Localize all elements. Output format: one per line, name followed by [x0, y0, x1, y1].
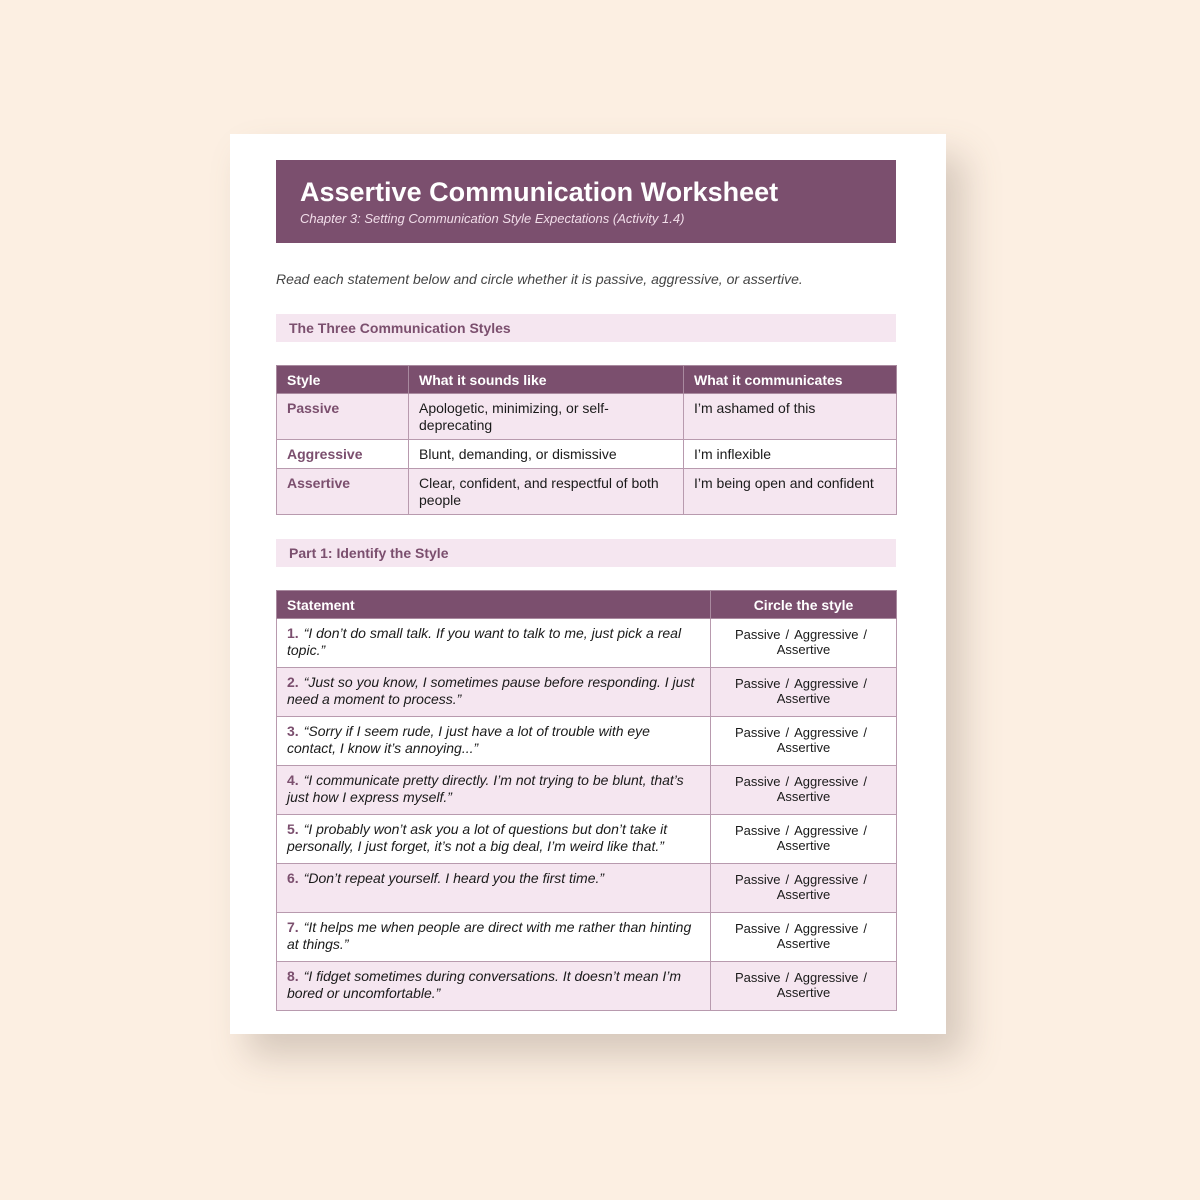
- statement-text: “I probably won’t ask you a lot of questions but don’t take it personally, I just forget, it’s not a big deal, I’m weird like that.”: [287, 821, 668, 854]
- choice-aggressive[interactable]: Aggressive: [794, 627, 859, 642]
- choice-passive[interactable]: Passive: [734, 774, 781, 789]
- style-name-cell: Aggressive: [277, 440, 409, 469]
- choice-separator: /: [785, 725, 790, 740]
- sounds-like-cell: Blunt, demanding, or dismissive: [409, 440, 684, 469]
- style-choice-cell: [711, 619, 897, 668]
- statements-table-header: [277, 591, 897, 619]
- statement-row: [277, 815, 897, 864]
- statement-text: “I communicate pretty directly. I’m not trying to be blunt, that’s just how I express myself.”: [287, 772, 684, 805]
- style-choice-cell: [711, 913, 897, 962]
- communicates-cell: I’m being open and confident: [684, 469, 897, 515]
- worksheet-subtitle: Chapter 3: Setting Communication Style Expectations (Activity 1.4): [300, 211, 685, 226]
- choice-separator: /: [785, 970, 790, 985]
- column-header-circle-style: Circle the style: [711, 591, 897, 619]
- instructions-text: Read each statement below and circle whether it is passive, aggressive, or assertive.: [276, 271, 803, 287]
- statement-text: “Sorry if I seem rude, I just have a lot of trouble with eye contact, I know it’s annoying...”: [287, 723, 650, 756]
- column-header-statement: Statement: [277, 591, 711, 619]
- communicates-cell: I’m ashamed of this: [684, 394, 897, 440]
- choice-aggressive[interactable]: Aggressive: [794, 921, 859, 936]
- statement-number: 5.: [287, 821, 299, 837]
- statement-number: 4.: [287, 772, 299, 788]
- choice-passive[interactable]: Passive: [734, 823, 781, 838]
- choice-separator: /: [785, 627, 790, 642]
- choice-separator: /: [863, 774, 868, 789]
- choice-aggressive[interactable]: Aggressive: [794, 872, 859, 887]
- choice-aggressive[interactable]: Aggressive: [794, 970, 859, 985]
- sounds-like-cell: Apologetic, minimizing, or self-deprecating: [409, 394, 684, 440]
- choice-assertive[interactable]: Assertive: [776, 691, 831, 706]
- statement-cell: [277, 864, 711, 913]
- statement-text: “I fidget sometimes during conversations. It doesn’t mean I’m bored or uncomfortable.”: [287, 968, 682, 1001]
- statement-number: 7.: [287, 919, 299, 935]
- statement-cell: [277, 815, 711, 864]
- statement-cell: [277, 913, 711, 962]
- statement-number: 6.: [287, 870, 299, 886]
- communicates-cell: I’m inflexible: [684, 440, 897, 469]
- choice-separator: /: [863, 921, 868, 936]
- statement-number: 8.: [287, 968, 299, 984]
- style-choice-cell: [711, 864, 897, 913]
- worksheet-page: [230, 134, 946, 1034]
- choice-separator: /: [863, 823, 868, 838]
- statement-text: “Don’t repeat yourself. I heard you the first time.”: [303, 870, 605, 886]
- statement-cell: [277, 717, 711, 766]
- choice-aggressive[interactable]: Aggressive: [794, 725, 859, 740]
- table-row: [277, 469, 897, 515]
- column-header-communicates: What it communicates: [684, 366, 897, 394]
- column-header-sounds-like: What it sounds like: [409, 366, 684, 394]
- choice-assertive[interactable]: Assertive: [776, 985, 831, 1000]
- choice-separator: /: [863, 872, 868, 887]
- choice-passive[interactable]: Passive: [734, 970, 781, 985]
- statement-row: [277, 913, 897, 962]
- choice-assertive[interactable]: Assertive: [776, 789, 831, 804]
- statement-row: [277, 864, 897, 913]
- statement-row: [277, 962, 897, 1011]
- worksheet-title: Assertive Communication Worksheet: [300, 177, 779, 207]
- style-name-cell: Assertive: [277, 469, 409, 515]
- choice-separator: /: [863, 627, 868, 642]
- statement-row: [277, 717, 897, 766]
- choice-aggressive[interactable]: Aggressive: [794, 676, 859, 691]
- style-choice-cell: [711, 815, 897, 864]
- choice-passive[interactable]: Passive: [734, 872, 781, 887]
- choice-separator: /: [785, 676, 790, 691]
- choice-passive[interactable]: Passive: [734, 725, 781, 740]
- choice-separator: /: [863, 676, 868, 691]
- choice-separator: /: [785, 872, 790, 887]
- statement-cell: [277, 766, 711, 815]
- style-name-cell: Passive: [277, 394, 409, 440]
- statement-text: “I don’t do small talk. If you want to talk to me, just pick a real topic.”: [287, 625, 682, 658]
- statement-row: [277, 668, 897, 717]
- choice-separator: /: [785, 774, 790, 789]
- sounds-like-cell: Clear, confident, and respectful of both people: [409, 469, 684, 515]
- choice-assertive[interactable]: Assertive: [776, 838, 831, 853]
- table-row: [277, 440, 897, 469]
- worksheet-content: [276, 160, 896, 1011]
- choice-assertive[interactable]: Assertive: [776, 740, 831, 755]
- choice-aggressive[interactable]: Aggressive: [794, 823, 859, 838]
- statement-text: “Just so you know, I sometimes pause before responding. I just need a moment to process.”: [287, 674, 695, 707]
- styles-table: [276, 365, 897, 515]
- choice-passive[interactable]: Passive: [734, 676, 781, 691]
- choice-separator: /: [785, 823, 790, 838]
- style-choice-cell: [711, 962, 897, 1011]
- style-choice-cell: [711, 668, 897, 717]
- choice-assertive[interactable]: Assertive: [776, 887, 831, 902]
- styles-section-heading: The Three Communication Styles: [276, 314, 896, 342]
- statement-number: 1.: [287, 625, 299, 641]
- part1-section-heading: Part 1: Identify the Style: [276, 539, 896, 567]
- choice-separator: /: [863, 725, 868, 740]
- style-choice-cell: [711, 717, 897, 766]
- table-row: [277, 394, 897, 440]
- choice-passive[interactable]: Passive: [734, 921, 781, 936]
- statement-cell: [277, 619, 711, 668]
- statement-text: “It helps me when people are direct with me rather than hinting at things.”: [287, 919, 692, 952]
- choice-separator: /: [785, 921, 790, 936]
- statement-row: [277, 766, 897, 815]
- statement-number: 2.: [287, 674, 299, 690]
- title-banner: [276, 160, 896, 243]
- choice-assertive[interactable]: Assertive: [776, 642, 831, 657]
- column-header-style: Style: [277, 366, 409, 394]
- statement-row: [277, 619, 897, 668]
- statement-cell: [277, 962, 711, 1011]
- styles-table-header: [277, 366, 897, 394]
- statement-cell: [277, 668, 711, 717]
- statement-number: 3.: [287, 723, 299, 739]
- choice-aggressive[interactable]: Aggressive: [794, 774, 859, 789]
- choice-separator: /: [863, 970, 868, 985]
- style-choice-cell: [711, 766, 897, 815]
- statements-table: [276, 590, 897, 1011]
- choice-passive[interactable]: Passive: [734, 627, 781, 642]
- choice-assertive[interactable]: Assertive: [776, 936, 831, 951]
